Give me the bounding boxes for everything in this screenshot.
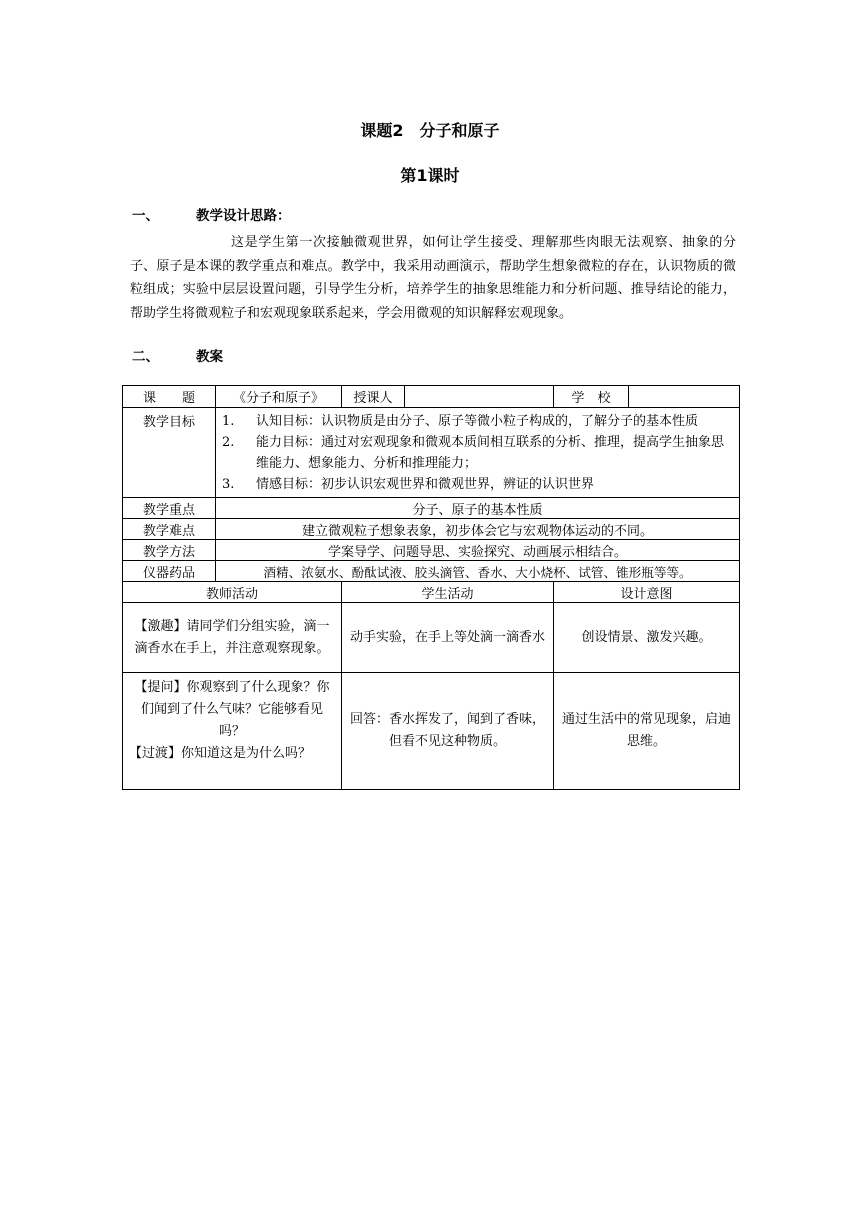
table-row <box>123 540 740 561</box>
section-heading-design <box>132 204 291 224</box>
difficulty-value: 建立微观粒子想象表象，初步体会它与宏观物体运动的不同。 <box>216 519 740 540</box>
student-activity: 回答：香水挥发了，闻到了香味，但看不见这种物质。 <box>342 673 554 790</box>
section-heading-plan <box>132 345 223 365</box>
goal-number: 2. <box>222 435 235 450</box>
section-number: 一、 <box>132 208 159 224</box>
design-paragraph: 这是学生第一次接触微观世界，如何让学生接受、理解那些肉眼无法观察、抽象的分子、原子是本课的教学重点和难点。教学中，我采用动画演示，帮助学生想象微粒的存在，认识物质的微粒组成；实验中层层设置问题，引导学生分析，培养学生的抽象思维能力和分析问题、推导结论的能力，帮助学生将微观粒子和宏观现象联系起来，学会用微观的知识解释宏观现象。 <box>130 235 736 321</box>
lesson-title: 课题2 分子和原子 <box>360 121 500 140</box>
goals-cell <box>216 408 740 498</box>
materials-value: 酒精、浓氨水、酚酞试液、胶头滴管、香水、大小烧杯、试管、锥形瓶等等。 <box>216 561 740 582</box>
topic-label: 课 题 <box>123 386 216 408</box>
goal-number: 1. <box>222 414 235 429</box>
table-row <box>123 386 740 408</box>
section-label: 教学设计思路： <box>196 208 291 224</box>
teacher-value <box>405 386 554 408</box>
lesson-plan-table <box>122 385 740 790</box>
goal-text: 能力目标：通过对宏观现象和微观本质间相互联系的分析、推理，提高学生抽象思维能力、想象能力、分析和推理能力； <box>256 435 725 471</box>
table-row <box>123 582 740 603</box>
topic-value: 《分子和原子》 <box>216 386 342 408</box>
goals-label: 教学目标 <box>123 408 216 498</box>
goal-item <box>222 411 735 432</box>
goal-item <box>222 474 735 495</box>
teacher-question: 【提问】你观察到了什么现象？你们闻到了什么气味？它能够看见吗？ <box>134 680 330 739</box>
school-label: 学 校 <box>554 386 629 408</box>
table-row <box>123 519 740 540</box>
column-header-intent: 设计意图 <box>554 582 740 603</box>
teacher-activity: 【激趣】请同学们分组实验，滴一滴香水在手上，并注意观察现象。 <box>123 603 342 673</box>
teacher-activity <box>123 673 342 790</box>
materials-label: 仪器药品 <box>123 561 216 582</box>
column-header-teacher: 教师活动 <box>123 582 342 603</box>
table-row <box>123 498 740 519</box>
goal-text: 情感目标：初步认识宏观世界和微观世界，辨证的认识世界 <box>256 477 595 492</box>
goal-item <box>222 432 735 474</box>
table-row <box>123 408 740 498</box>
teacher-transition: 【过渡】你知道这是为什么吗？ <box>129 746 312 761</box>
student-activity: 动手实验，在手上等处滴一滴香水 <box>342 603 554 673</box>
teacher-label: 授课人 <box>342 386 405 408</box>
lesson-subtitle: 第1课时 <box>400 166 460 185</box>
goal-number: 3. <box>222 477 235 492</box>
section-label: 教案 <box>196 349 223 365</box>
difficulty-label: 教学难点 <box>123 519 216 540</box>
column-header-student: 学生活动 <box>342 582 554 603</box>
method-label: 教学方法 <box>123 540 216 561</box>
key-label: 教学重点 <box>123 498 216 519</box>
method-value: 学案导学、问题导思、实验探究、动画展示相结合。 <box>216 540 740 561</box>
section-number: 二、 <box>132 349 159 365</box>
goal-text: 认知目标：认识物质是由分子、原子等微小粒子构成的，了解分子的基本性质 <box>256 414 699 429</box>
table-row <box>123 561 740 582</box>
key-value: 分子、原子的基本性质 <box>216 498 740 519</box>
school-value <box>629 386 740 408</box>
design-intent: 创设情景、激发兴趣。 <box>554 603 740 673</box>
table-row <box>123 603 740 673</box>
design-intent: 通过生活中的常见现象，启迪思维。 <box>554 673 740 790</box>
table-row <box>123 673 740 790</box>
